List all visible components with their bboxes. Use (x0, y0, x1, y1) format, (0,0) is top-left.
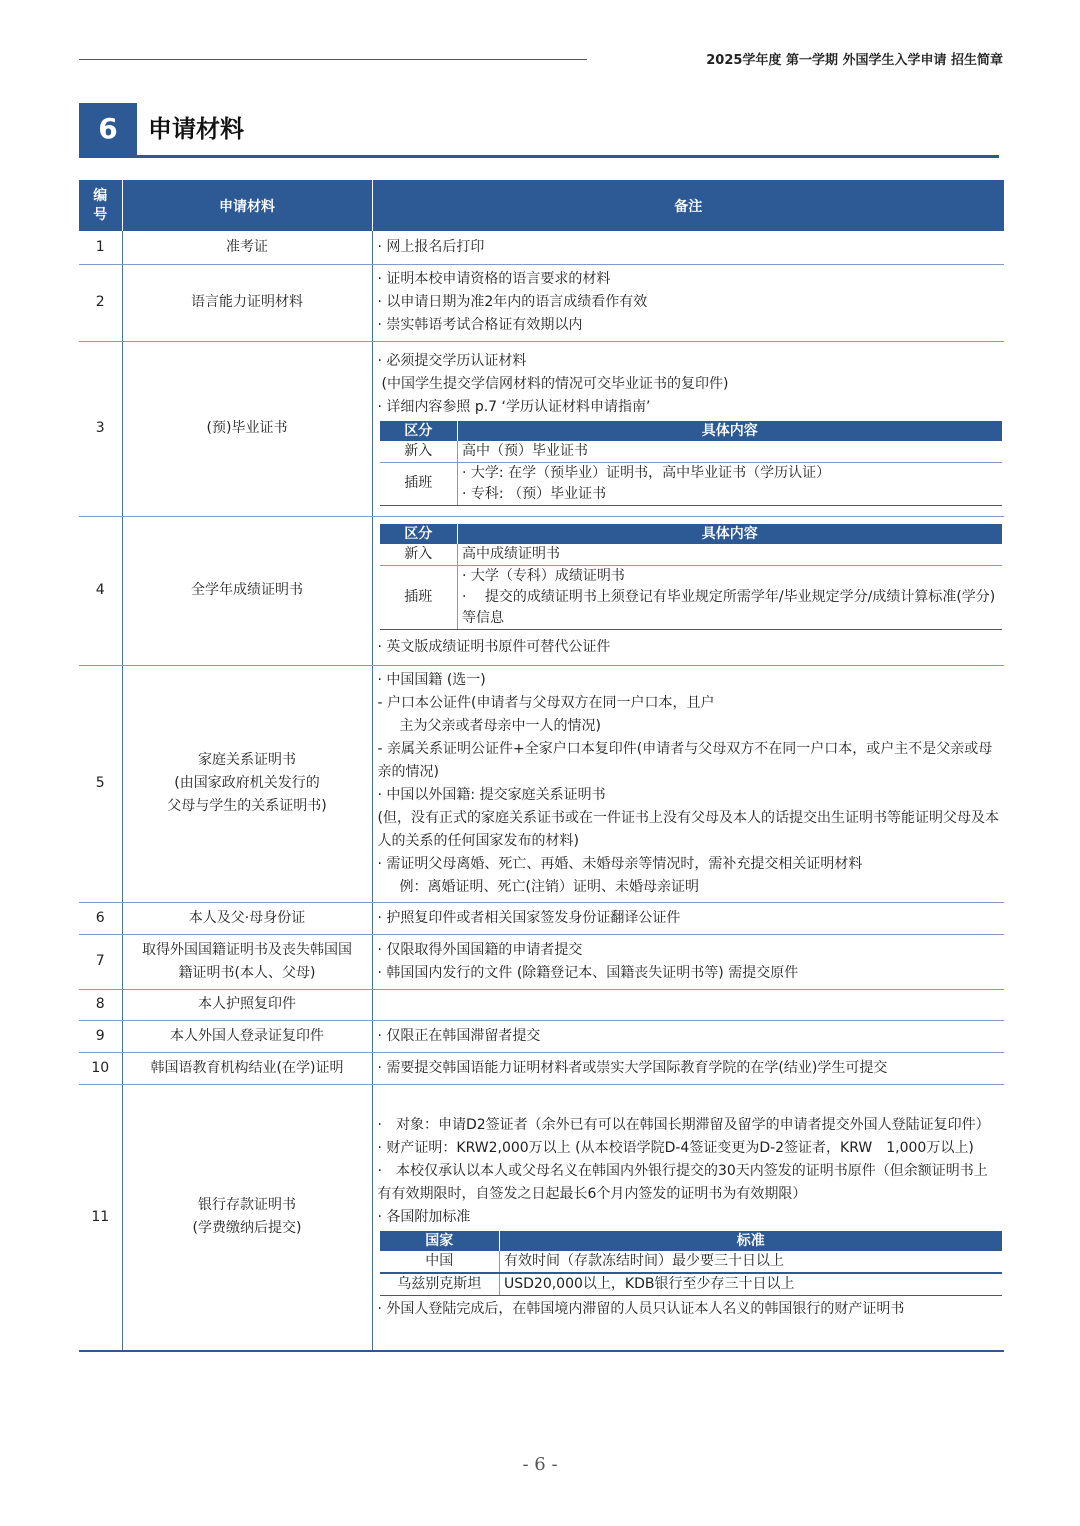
note-line: · 中国国籍 (选一) (377, 671, 486, 688)
row-number: 6 (79, 902, 122, 934)
note-line: · 必须提交学历认证材料 (377, 352, 527, 369)
row-number: 1 (79, 231, 122, 264)
sub-country: 中国 (380, 1251, 500, 1273)
country-standard-subtable (380, 1231, 1002, 1296)
header-title: 2025学年度 第一学期 外国学生入学申请 招生简章 (706, 53, 1003, 68)
note-line: · 仅限正在韩国滞留者提交 (377, 1027, 541, 1044)
material-name (122, 934, 372, 989)
row-number: 9 (79, 1020, 122, 1052)
table-row (79, 264, 1004, 341)
material-line: 取得外国国籍证明书及丧失韩国国 (142, 941, 352, 958)
material-name: 准考证 (122, 231, 372, 264)
note-line: · 对象：申请D2签证者（余外已有可以在韩国长期滞留及留学的申请者提交外国人登陆证复印件） (377, 1116, 990, 1133)
material-name (122, 665, 372, 902)
material-name: 本人及父·母身份证 (122, 902, 372, 934)
section-number: 6 (79, 103, 137, 155)
note-line: · 英文版成绩证明书原件可替代公证件 (377, 639, 611, 655)
sub-standard: 有效时间（存款冻结时间）最少要三十日以上 (500, 1251, 1002, 1273)
col-material-header: 申请材料 (122, 180, 372, 231)
note-cell (372, 516, 1004, 665)
note-cell (372, 231, 1004, 264)
note-cell (372, 902, 1004, 934)
sub-content-line: · 大学: 在学（预毕业）证明书，高中毕业证书（学历认证） (462, 464, 831, 481)
note-cell (372, 264, 1004, 341)
note-line: - 亲属关系证明公证件+全家户口本复印件(申请者与父母双方不在同一户口本，或户主不是父亲或母亲的情况) (377, 740, 993, 780)
material-name: 本人护照复印件 (122, 989, 372, 1020)
sub-content (458, 566, 1002, 630)
row-number: 4 (79, 516, 122, 665)
note-cell (372, 1052, 1004, 1084)
page-number: - 6 - (522, 1454, 558, 1475)
note-line: (中国学生提交学信网材料的情况可交毕业证书的复印件) (381, 375, 729, 392)
note-line: · 本校仅承认以本人或父母名义在韩国内外银行提交的30天内签发的证明书原件（但余额证明书上有有效期限时，自签发之日起最长6个月内签发的证明书为有效期限） (377, 1162, 988, 1202)
material-line: (学费缴纳后提交) (192, 1220, 302, 1237)
row-number: 2 (79, 264, 122, 341)
note-line: - 户口本公证件(申请者与父母双方在同一户口本，且户 (377, 694, 715, 711)
note-line: · 需要提交韩国语能力证明材料者或崇实大学国际教育学院的在学(结业)学生可提交 (377, 1059, 888, 1076)
row-number: 8 (79, 989, 122, 1020)
material-line: 银行存款证明书 (198, 1197, 296, 1214)
note-cell (372, 989, 1004, 1020)
sub-content: 高中成绩证明书 (458, 544, 1002, 566)
material-line: 家庭关系证明书 (198, 752, 296, 768)
note-cell (372, 934, 1004, 989)
graduation-subtable (380, 421, 1002, 506)
material-name (122, 1084, 372, 1351)
row-number: 5 (79, 665, 122, 902)
sub-header-standard: 标准 (500, 1231, 1002, 1251)
row-number: 11 (79, 1084, 122, 1351)
material-name: 全学年成绩证明书 (122, 516, 372, 665)
note-cell (372, 1084, 1004, 1351)
material-name: 语言能力证明材料 (122, 264, 372, 341)
table-row (79, 341, 1004, 516)
table-row (79, 1020, 1004, 1052)
row-number: 3 (79, 341, 122, 516)
note-line: · 各国附加标准 (377, 1208, 471, 1225)
note-cell (372, 665, 1004, 902)
note-line: · 护照复印件或者相关国家签发身份证翻译公证件 (377, 909, 681, 926)
note-line: · 以申请日期为准2年内的语言成绩看作有效 (377, 294, 648, 310)
sub-country: 乌兹别克斯坦 (380, 1273, 500, 1296)
sub-content-line: · 专科: （预）毕业证书 (462, 485, 607, 502)
table-row (79, 231, 1004, 264)
row-number: 7 (79, 934, 122, 989)
material-line: 籍证明书(本人、父母) (178, 964, 316, 981)
table-row (79, 902, 1004, 934)
row-number: 10 (79, 1052, 122, 1084)
sub-category: 插班 (380, 566, 458, 630)
table-row (79, 1052, 1004, 1084)
material-name: (预)毕业证书 (122, 341, 372, 516)
table-row (79, 665, 1004, 902)
sub-header-country: 国家 (380, 1231, 500, 1251)
note-line: · 财产证明：KRW2,000万以上 (从本校语学院D-4签证变更为D-2签证者，KRW 1,000万以上) (377, 1139, 974, 1156)
table-row (79, 934, 1004, 989)
material-name: 本人外国人登录证复印件 (122, 1020, 372, 1052)
note-line: · 详细内容参照 p.7 ‘学历认证材料申请指南’ (377, 398, 651, 415)
section-heading (79, 103, 999, 158)
note-line: (但，没有正式的家庭关系证书或在一件证书上没有父母及本人的话提交出生证明书等能证明父母及本人的关系的任何国家发布的材料) (377, 809, 999, 849)
table-row (79, 516, 1004, 665)
transcript-subtable (380, 524, 1002, 630)
material-line: (由国家政府机关发行的 (174, 775, 320, 791)
section-title: 申请材料 (148, 115, 244, 143)
note-line: · 仅限取得外国国籍的申请者提交 (377, 941, 583, 958)
table-row (79, 1084, 1004, 1351)
sub-header-content: 具体内容 (458, 421, 1002, 441)
note-cell (372, 341, 1004, 516)
sub-header-content: 具体内容 (458, 524, 1002, 544)
sub-header-category: 区分 (380, 524, 458, 544)
note-line: · 韩国国内发行的文件 (除籍登记本、国籍丧失证明书等) 需提交原件 (377, 964, 799, 981)
sub-content (458, 462, 1002, 505)
note-line: · 外国人登陆完成后，在韩国境内滞留的人员只认证本人名义的韩国银行的财产证明书 (377, 1300, 905, 1317)
materials-table (79, 180, 1004, 1352)
col-num-header: 编 号 (79, 180, 122, 231)
note-line: · 证明本校申请资格的语言要求的材料 (377, 271, 611, 287)
note-line: · 需证明父母离婚、死亡、再婚、未婚母亲等情况时，需补充提交相关证明材料 (377, 855, 863, 872)
note-line: 例：离婚证明、死亡(注销）证明、未婚母亲证明 (385, 878, 699, 895)
header-rule (79, 59, 587, 60)
note-cell (372, 1020, 1004, 1052)
table-row (79, 989, 1004, 1020)
table-header-row (79, 180, 1004, 231)
sub-content-line: · 提交的成绩证明书上须登记有毕业规定所需学年/毕业规定学分/成绩计算标准(学分)等信息 (462, 589, 996, 626)
sub-category: 新入 (380, 441, 458, 463)
sub-content-line: · 大学（专科）成绩证明书 (462, 568, 625, 584)
sub-category: 插班 (380, 462, 458, 505)
sub-header-category: 区分 (380, 421, 458, 441)
sub-content: 高中（预）毕业证书 (458, 441, 1002, 463)
sub-category: 新入 (380, 544, 458, 566)
note-line: · 网上报名后打印 (377, 238, 485, 255)
col-note-header: 备注 (372, 180, 1004, 231)
note-line: 主为父亲或者母亲中一人的情况) (385, 717, 601, 734)
material-name: 韩国语教育机构结业(在学)证明 (122, 1052, 372, 1084)
sub-standard: USD20,000以上，KDB银行至少存三十日以上 (500, 1273, 1002, 1296)
note-line: · 中国以外国籍: 提交家庭关系证明书 (377, 786, 606, 803)
note-line: · 崇实韩语考试合格证有效期以内 (377, 317, 583, 333)
material-line: 父母与学生的关系证明书) (167, 798, 327, 814)
